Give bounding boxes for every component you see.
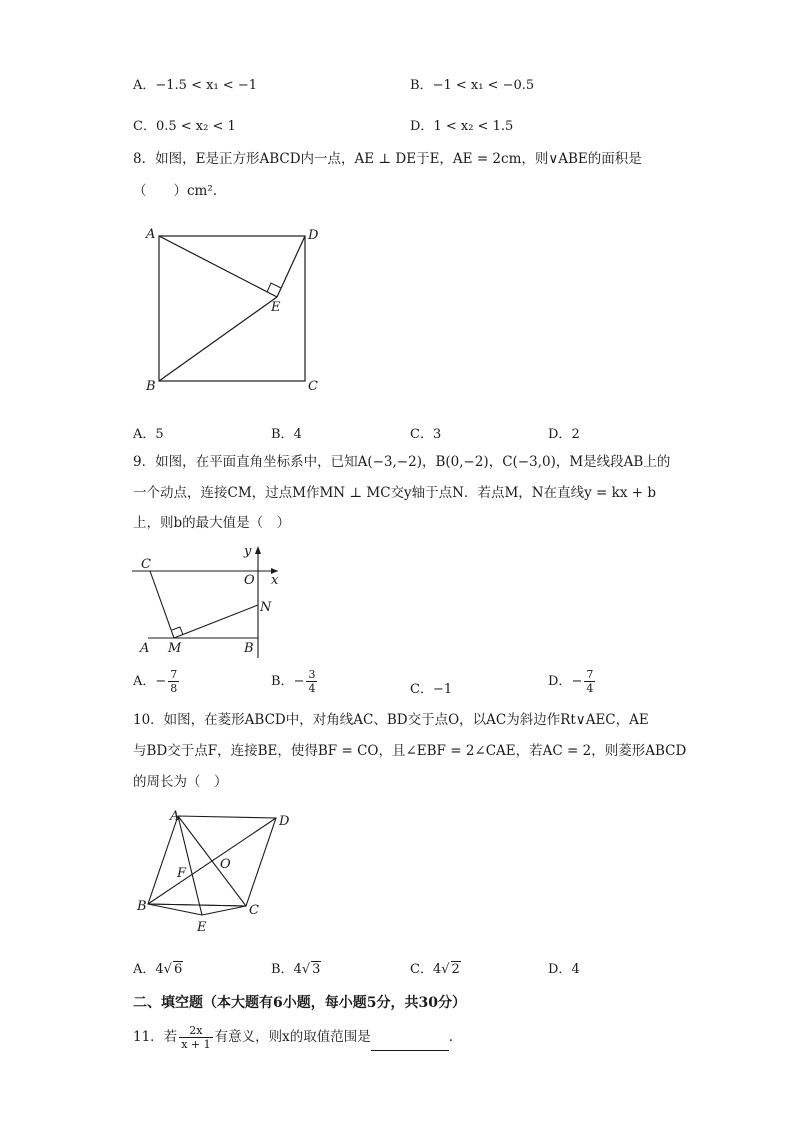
q9-option-a-fraction: $\frac{7}{8}$ — [170, 668, 178, 695]
q10-label-e: E — [197, 920, 207, 935]
q11-answer-blank[interactable] — [371, 1036, 449, 1051]
q10-label-b: B — [137, 899, 147, 914]
q10-diagonal-bd — [148, 818, 276, 904]
q7-option-c: C．0.5 < x₂ < 1 — [133, 119, 236, 134]
q9-figure — [130, 542, 290, 660]
q8-option-d: D．2 — [548, 427, 580, 442]
q8-label-d: D — [308, 228, 319, 243]
q9-label-o: O — [244, 573, 255, 588]
q9-label-x: x — [271, 573, 279, 588]
q10-stem-line3: 的周长为（ ） — [133, 774, 228, 790]
q8-segment-be — [159, 297, 277, 381]
q8-label-e: E — [271, 300, 281, 315]
q10-label-a: A — [170, 809, 180, 824]
q10-segment-be — [148, 904, 202, 915]
section-fill-in-blank-title: 二、填空题（本大题有6小题，每小题5分，共30分） — [133, 995, 466, 1011]
q9-label-a: A — [140, 641, 150, 656]
q8-segment-de — [277, 236, 305, 297]
q9-label-b: B — [244, 641, 254, 656]
q7-option-b: B．−1 < x₁ < −0.5 — [410, 78, 535, 93]
q10-option-b: B．4√ 3 — [271, 962, 321, 977]
q9-option-d: D．− $\frac{7}{4}$ — [548, 668, 594, 695]
q10-figure — [132, 805, 302, 937]
q9-stem-line3: 上，则b的最大值是（ ） — [133, 515, 291, 531]
q9-option-a: A．− $\frac{7}{8}$ — [133, 668, 178, 695]
q9-stem-line2: 一个动点，连接CM，过点M作MN ⊥ MC交y轴于点N．若点M，N在直线y = kx + b — [133, 485, 656, 501]
q9-right-angle-mark — [172, 627, 183, 635]
q8-option-b: B．4 — [271, 427, 302, 442]
q10-segment-bc — [148, 904, 246, 906]
q9-option-d-fraction: $\frac{7}{4}$ — [586, 668, 594, 695]
q10-label-c: C — [249, 903, 259, 918]
q11-stem: 11．若 $\frac{2x}{x + 1}$ 有意义，则x的取值范围是 ． — [133, 1024, 463, 1051]
q10-segment-ec — [202, 906, 246, 915]
q8-right-angle-mark — [267, 283, 281, 292]
q8-square — [159, 236, 305, 381]
q8-label-a: A — [146, 227, 156, 242]
q9-label-y: y — [244, 544, 252, 559]
q10-option-c: C．4√ 2 — [410, 962, 460, 977]
q9-y-axis-arrow — [255, 546, 261, 554]
q9-label-m: M — [168, 641, 182, 656]
q8-option-a: A．5 — [133, 427, 164, 442]
q9-stem-line1: 9．如图，在平面直角坐标系中，已知A(−3,−2)，B(0,−2)，C(−3,0)，M是线段AB上的 — [133, 454, 671, 470]
q10-label-f: F — [177, 866, 187, 881]
q9-label-c: C — [141, 557, 151, 572]
q8-stem-line1: 8．如图，E是正方形ABCD内一点，AE ⊥ DE于E，AE = 2cm，则∨ABE的面积是 — [133, 151, 642, 167]
q10-option-a: A．4√ 6 — [133, 962, 183, 977]
q8-label-b: B — [146, 379, 156, 394]
q10-stem-line2: 与BD交于点F，连接BE，使得BF = CO，且∠EBF = 2∠CAE，若AC = 2，则菱形ABCD — [133, 743, 687, 759]
q9-option-b-fraction: $\frac{3}{4}$ — [308, 668, 316, 695]
q9-option-b: B．− $\frac{3}{4}$ — [271, 668, 316, 695]
q8-option-c: C．3 — [410, 427, 442, 442]
q10-stem-line1: 10．如图，在菱形ABCD中，对角线AC、BD交于点O，以AC为斜边作Rt∨AEC，AE — [133, 712, 649, 728]
q7-option-d: D．1 < x₂ < 1.5 — [410, 119, 514, 134]
q10-option-d: D．4 — [548, 962, 580, 977]
q10-label-d: D — [279, 814, 290, 829]
q9-option-c: C．−1 — [410, 682, 453, 697]
q11-fraction: $\frac{2x}{x + 1}$ — [181, 1024, 211, 1051]
q8-label-c: C — [308, 379, 318, 394]
q8-figure — [140, 222, 340, 397]
q8-segment-ae — [159, 236, 277, 297]
q8-stem-line2: （ ）cm². — [133, 183, 218, 199]
q9-segment-mn — [174, 605, 258, 638]
q10-label-o: O — [220, 857, 231, 872]
q7-option-a: A．−1.5 < x₁ < −1 — [133, 78, 257, 93]
q9-label-n: N — [260, 600, 272, 615]
q9-segment-cm — [150, 571, 174, 638]
